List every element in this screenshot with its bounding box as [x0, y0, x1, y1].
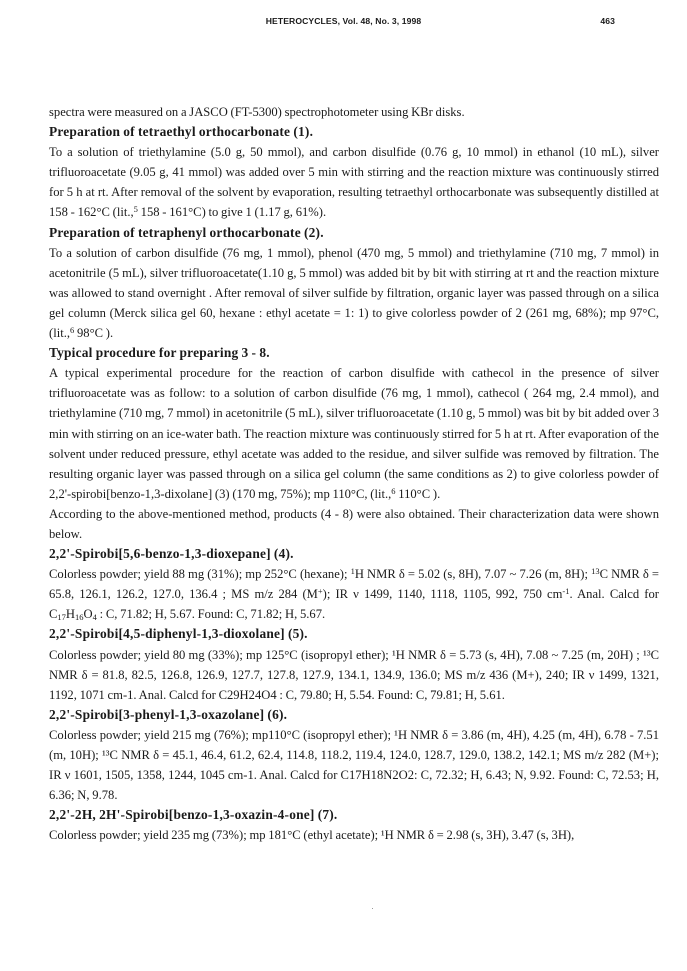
paragraph-compound-5: Colorless powder; yield 80 mg (33%); mp 125°C (isopropyl ether); ¹H NMR δ = 5.73 (s, 4H), 7.08 ~ 7.25 (m, 20H) ; ¹³C NMR δ = 81.8, 82.5, 126.8, 126.9, 127.7, 127.8, 127.9, 134.1, 134.9, 136.0; MS m/z 436 (M+), 240; IR ν 1499, 1321, 1192, 1071 cm-1. Anal. Calcd for C29H24O4 : C, 79.80; H, 5.54. Found: C, 79.81; H, 5.61. — [49, 647, 659, 702]
paragraph-compound-7: Colorless powder; yield 235 mg (73%); mp 181°C (ethyl acetate); ¹H NMR δ = 2.98 (s, 3H), 3.47 (s, 3H), — [49, 828, 575, 843]
scan-speck — [372, 908, 373, 909]
heading-compound-4: 2,2'-Spirobi[5,6-benzo-1,3-dioxepane] (4). — [49, 546, 294, 562]
paragraph-compound-6: Colorless powder; yield 215 mg (76%); mp110°C (isopropyl ether); ¹H NMR δ = 3.86 (m, 4H), 4.25 (m, 4H), 6.78 - 7.51 (m, 10H); ¹³C NMR δ = 45.1, 46.4, 61.2, 62.4, 114.8, 118.2, 119.4, 124.0, 128.7, 129.0, 138.2, 142.1; MS m/z 282 (M+); IR ν 1601, 1505, 1358, 1244, 1045 cm-1. Anal. Calcd for C17H18N2O2: C, 72.32; H, 6.43; N, 9.92. Found: C, 72.53; H, 6.36; N, 9.78. — [49, 727, 659, 803]
intro-paragraph: spectra were measured on a JASCO (FT-5300) spectrophotometer using KBr disks. — [49, 105, 465, 119]
heading-compound-7: 2,2'-2H, 2H'-Spirobi[benzo-1,3-oxazin-4-one] (7). — [49, 807, 338, 823]
journal-citation: HETEROCYCLES, Vol. 48, No. 3, 1998 — [265, 16, 422, 26]
paragraph-compound-2: To a solution of carbon disulfide (76 mg, 1 mmol), phenol (470 mg, 5 mmol) and triethylamine (710 mg, 7 mmol) in acetonitrile (5 mL), silver trifluoroacetate(1.10 g, 5 mmol) was added bit by bit with stirring at rt and the reaction mixture was allowed to stand overnight . After removal of silver sulfide by filtration, organic layer was passed through on a silica gel column (Merck silica gel 60, hexane : ethyl acetate = 1: 1) to give colorless powder of 2 (261 mg, 68%); mp 97°C, (lit.,$^6$ 98°C ). — [49, 245, 659, 341]
paragraph-compound-1: To a solution of triethylamine (5.0 g, 50 mmol), and carbon disulfide (0.76 g, 10 mmol) in ethanol (10 mL), silver trifluoroacetate (9.05 g, 41 mmol) was added over 5 min with stirring and the reaction mixture was continuously stirred for 5 h at rt. After removal of the solvent by evaporation, resulting tetraethyl orthocarbonate was subsequently distilled at 158 - 162°C (lit.,$^5$ 158 - 161°C) to give 1 (1.17 g, 61%). — [49, 145, 659, 220]
heading-compound-5: 2,2'-Spirobi[4,5-diphenyl-1,3-dioxolane] (5). — [49, 626, 308, 642]
page-number: 463 — [600, 16, 615, 26]
heading-compound-2: Preparation of tetraphenyl orthocarbonate (2). — [49, 224, 324, 240]
heading-typical-procedure: Typical procedure for preparing 3 - 8. — [49, 345, 270, 361]
paragraph-typical-procedure: A typical experimental procedure for the reaction of carbon disulfide with cathecol in the presence of silver trifluoroacetate was as follow: to a solution of carbon disulfide (76 mg, 1 mmol), cathecol ( 264 mg, 2.4 mmol), and triethylamine (710 mg, 7 mmol) in acetonitrile (5 mL), silver trifluoroacetate (1.10 g, 5 mmol) was bit by bit added over 3 min with stirring on an ice-water bath. The reaction mixture was continuously stirred for 5 h at rt. After evaporation of the solvent under reduced pressure, ethyl acetate was added to the residue, and silver sulfide was removed by filtration. The resulting organic layer was passed through on a silica gel column (the same conditions as 2) to give colorless powder of 2,2'-spirobi[benzo-1,3-dixolane] (3) (170 mg, 75%); mp 110°C, (lit.,$^6$ 110°C ). — [49, 366, 659, 501]
running-head — [0, 16, 687, 30]
article-body — [49, 102, 659, 845]
paragraph-products-intro: According to the above-mentioned method, products (4 - 8) were also obtained. Their characterization data were shown below. — [49, 506, 659, 541]
paragraph-compound-4: Colorless powder; yield 88 mg (31%); mp 252°C (hexane); $^1$H NMR δ = 5.02 (s, 8H), 7.07 ~ 7.26 (m, 8H); $^{13}$C NMR δ = 65.8, 126.1, 126.2, 127.0, 136.4 ; MS m/z 284 (M+); IR ν 1499, 1140, 1118, 1105, 992, 750 $cm^{-1}$. Anal. Calcd for $C_{17}H_{16}O_4$ : C, 71.82; H, 5.67. Found: C, 71.82; H, 5.67. — [49, 566, 660, 623]
heading-compound-1: Preparation of tetraethyl orthocarbonate (1). — [49, 124, 314, 140]
heading-compound-6: 2,2'-Spirobi[3-phenyl-1,3-oxazolane] (6). — [49, 706, 288, 722]
